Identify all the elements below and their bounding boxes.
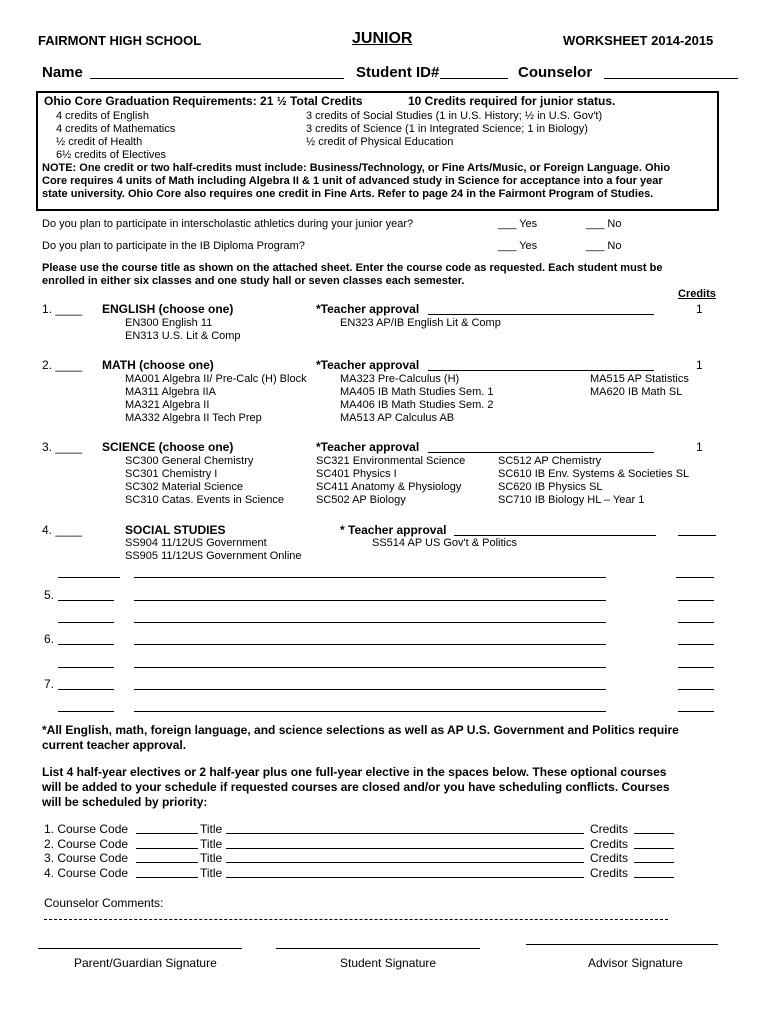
code-line[interactable]	[58, 644, 114, 645]
elective-title-label: Title	[200, 866, 223, 880]
course-option: SC300 General Chemistry	[125, 455, 254, 467]
credit-line[interactable]	[678, 689, 714, 690]
ib-question: Do you plan to participate in the IB Diploma Program?	[42, 240, 305, 252]
elective-credits-field[interactable]	[634, 848, 674, 849]
worksheet-year: WORKSHEET 2014-2015	[563, 33, 714, 48]
instructions-line: Please use the course title as shown on the attached sheet. Enter the course code as requested. Each student must be	[42, 262, 663, 274]
course-option: EN313 U.S. Lit & Comp	[125, 330, 241, 342]
course-option: EN323 AP/IB English Lit & Comp	[340, 317, 501, 329]
course-option: EN300 English 11	[125, 317, 213, 329]
course-option: MA311 Algebra IIA	[125, 386, 216, 398]
elective-code-field[interactable]	[136, 877, 198, 878]
elective-code-field[interactable]	[136, 862, 198, 863]
course-option: SC512 AP Chemistry	[498, 455, 602, 467]
electives-instructions: will be scheduled by priority:	[42, 795, 208, 809]
elective-credits-label: Credits	[590, 851, 629, 865]
credit-line[interactable]	[676, 577, 714, 578]
course-option: MA321 Algebra II	[125, 399, 210, 411]
code-line[interactable]	[58, 577, 120, 578]
elective-credits-field[interactable]	[634, 833, 674, 834]
elective-code-field[interactable]	[136, 848, 198, 849]
course-option: SC401 Physics I	[316, 468, 397, 480]
counselor-comments-label: Counselor Comments:	[44, 896, 164, 910]
science-approval-line[interactable]	[428, 452, 654, 453]
english-number[interactable]: 1. ____	[42, 302, 83, 316]
title-line[interactable]	[134, 667, 606, 668]
requirements-title: Ohio Core Graduation Requirements: 21 ½ Total Credits	[44, 94, 363, 108]
counselor-label: Counselor	[518, 64, 593, 81]
elective-credits-field[interactable]	[634, 877, 674, 878]
elective-credits-label: Credits	[590, 822, 629, 836]
course-option: MA513 AP Calculus AB	[340, 412, 455, 424]
social-number[interactable]: 4. ____	[42, 523, 83, 537]
row-number: 5.	[44, 588, 55, 602]
req-note: NOTE: One credit or two half-credits must include: Business/Technology, or Fine Arts/Music, or Foreign Language. Ohio	[42, 162, 671, 174]
math-number[interactable]: 2. ____	[42, 358, 83, 372]
electives-instructions: List 4 half-year electives or 2 half-year plus one full-year elective in the spaces below. These optional courses	[42, 765, 667, 779]
req-left-item: ½ credit of Health	[56, 136, 143, 148]
title-line[interactable]	[134, 600, 606, 601]
parent-signature-line[interactable]	[38, 948, 242, 949]
science-teacher-approval: *Teacher approval	[316, 440, 420, 454]
student-id-field[interactable]	[440, 78, 508, 79]
elective-title-field[interactable]	[226, 848, 584, 849]
req-note: state university. Ohio Core also requires one credit in Fine Arts. Refer to page 24 in the Fairmont Program of Studies.	[42, 188, 654, 200]
math-credit: 1	[696, 358, 703, 372]
social-teacher-approval: * Teacher approval	[340, 523, 447, 537]
course-option: SS905 11/12US Government Online	[125, 550, 302, 562]
credit-line[interactable]	[678, 600, 714, 601]
course-option: SC301 Chemistry I	[125, 468, 218, 480]
name-label: Name	[42, 64, 83, 81]
counselor-field[interactable]	[604, 78, 738, 79]
code-line[interactable]	[58, 622, 114, 623]
electives-instructions: will be added to your schedule if requested courses are closed and/or you have scheduling conflicts. Courses	[42, 780, 670, 794]
course-option: MA406 IB Math Studies Sem. 2	[340, 399, 494, 411]
req-right-item: 3 credits of Science (1 in Integrated Science; 1 in Biology)	[306, 123, 588, 135]
elective-credits-label: Credits	[590, 866, 629, 880]
english-approval-line[interactable]	[428, 314, 654, 315]
science-credit: 1	[696, 440, 703, 454]
math-title: MATH (choose one)	[102, 358, 214, 372]
code-line[interactable]	[58, 600, 114, 601]
elective-credits-field[interactable]	[634, 862, 674, 863]
student-id-label: Student ID#	[356, 64, 440, 81]
elective-code-label: 1. Course Code	[44, 822, 129, 836]
course-option: MA323 Pre-Calculus (H)	[340, 373, 460, 385]
student-signature-label: Student Signature	[340, 956, 437, 970]
elective-title-label: Title	[200, 822, 223, 836]
elective-code-label: 2. Course Code	[44, 837, 129, 851]
math-approval-line[interactable]	[428, 370, 654, 371]
social-credit-line[interactable]	[678, 535, 716, 536]
athletics-yes[interactable]: ___ Yes	[498, 218, 538, 230]
course-option: MA620 IB Math SL	[590, 386, 683, 398]
course-option: MA405 IB Math Studies Sem. 1	[340, 386, 494, 398]
science-title: SCIENCE (choose one)	[102, 440, 234, 454]
code-line[interactable]	[58, 689, 114, 690]
code-line[interactable]	[58, 711, 114, 712]
math-teacher-approval: *Teacher approval	[316, 358, 420, 372]
title-line[interactable]	[134, 644, 606, 645]
course-option: SS514 AP US Gov't & Politics	[372, 537, 517, 549]
school-name: FAIRMONT HIGH SCHOOL	[38, 33, 202, 48]
grade-title: JUNIOR	[352, 30, 413, 47]
credit-line[interactable]	[678, 622, 714, 623]
credit-line[interactable]	[678, 644, 714, 645]
req-note: Core requires 4 units of Math including Algebra II & 1 unit of advanced study in Science for acceptance into a four year	[42, 175, 663, 187]
elective-title-field[interactable]	[226, 833, 584, 834]
english-teacher-approval: *Teacher approval	[316, 302, 420, 316]
credits-header: Credits	[678, 288, 716, 300]
code-line[interactable]	[58, 667, 114, 668]
req-left-item: 6½ credits of Electives	[56, 149, 167, 161]
course-option: SC310 Catas. Events in Science	[125, 494, 284, 506]
title-line[interactable]	[134, 711, 606, 712]
req-right-item: ½ credit of Physical Education	[306, 136, 454, 148]
social-approval-line[interactable]	[454, 535, 656, 536]
course-option: SC710 IB Biology HL – Year 1	[498, 494, 645, 506]
course-option: SC302 Material Science	[125, 481, 244, 493]
course-option: SC502 AP Biology	[316, 494, 406, 506]
course-option: MA515 AP Statistics	[590, 373, 689, 385]
advisor-signature-label: Advisor Signature	[588, 956, 683, 970]
english-title: ENGLISH (choose one)	[102, 302, 234, 316]
name-field[interactable]	[90, 78, 344, 79]
elective-title-label: Title	[200, 851, 223, 865]
elective-code-field[interactable]	[136, 833, 198, 834]
social-title: SOCIAL STUDIES	[125, 523, 226, 537]
elective-code-label: 4. Course Code	[44, 866, 129, 880]
instructions-line: enrolled in either six classes and one study hall or seven classes each semester.	[42, 275, 465, 287]
science-number[interactable]: 3. ____	[42, 440, 83, 454]
elective-title-label: Title	[200, 837, 223, 851]
athletics-no[interactable]: ___ No	[586, 218, 622, 230]
approval-note: *All English, math, foreign language, and science selections as well as AP U.S. Government and Politics require	[42, 723, 679, 737]
approval-note: current teacher approval.	[42, 738, 187, 752]
course-option: SC610 IB Env. Systems & Societies SL	[498, 468, 690, 480]
elective-title-field[interactable]	[226, 877, 584, 878]
parent-signature-label: Parent/Guardian Signature	[74, 956, 217, 970]
elective-code-label: 3. Course Code	[44, 851, 129, 865]
english-credit: 1	[696, 302, 703, 316]
req-left-item: 4 credits of Mathematics	[56, 123, 176, 135]
counselor-comments-field[interactable]	[44, 919, 668, 920]
course-option: MA332 Algebra II Tech Prep	[125, 412, 262, 424]
elective-credits-label: Credits	[590, 837, 629, 851]
elective-title-field[interactable]	[226, 862, 584, 863]
title-line[interactable]	[134, 689, 606, 690]
junior-status: 10 Credits required for junior status.	[408, 94, 616, 108]
credit-line[interactable]	[678, 711, 714, 712]
student-signature-line[interactable]	[276, 948, 480, 949]
course-option: SC411 Anatomy & Physiology	[316, 481, 462, 493]
credit-line[interactable]	[678, 667, 714, 668]
course-option: SC620 IB Physics SL	[498, 481, 603, 493]
row-number: 7.	[44, 677, 55, 691]
athletics-question: Do you plan to participate in interscholastic athletics during your junior year?	[42, 218, 414, 230]
req-right-item: 3 credits of Social Studies (1 in U.S. History; ½ in U.S. Gov't)	[306, 110, 603, 122]
course-option: MA001 Algebra II/ Pre-Calc (H) Block	[125, 373, 307, 385]
course-option: SS904 11/12US Government	[125, 537, 267, 549]
req-left-item: 4 credits of English	[56, 110, 149, 122]
title-line[interactable]	[134, 622, 606, 623]
advisor-signature-line[interactable]	[526, 944, 718, 945]
row-number: 6.	[44, 632, 55, 646]
ib-yes[interactable]: ___ Yes	[498, 240, 538, 252]
title-line[interactable]	[134, 577, 606, 578]
course-option: SC321 Environmental Science	[316, 455, 466, 467]
ib-no[interactable]: ___ No	[586, 240, 622, 252]
